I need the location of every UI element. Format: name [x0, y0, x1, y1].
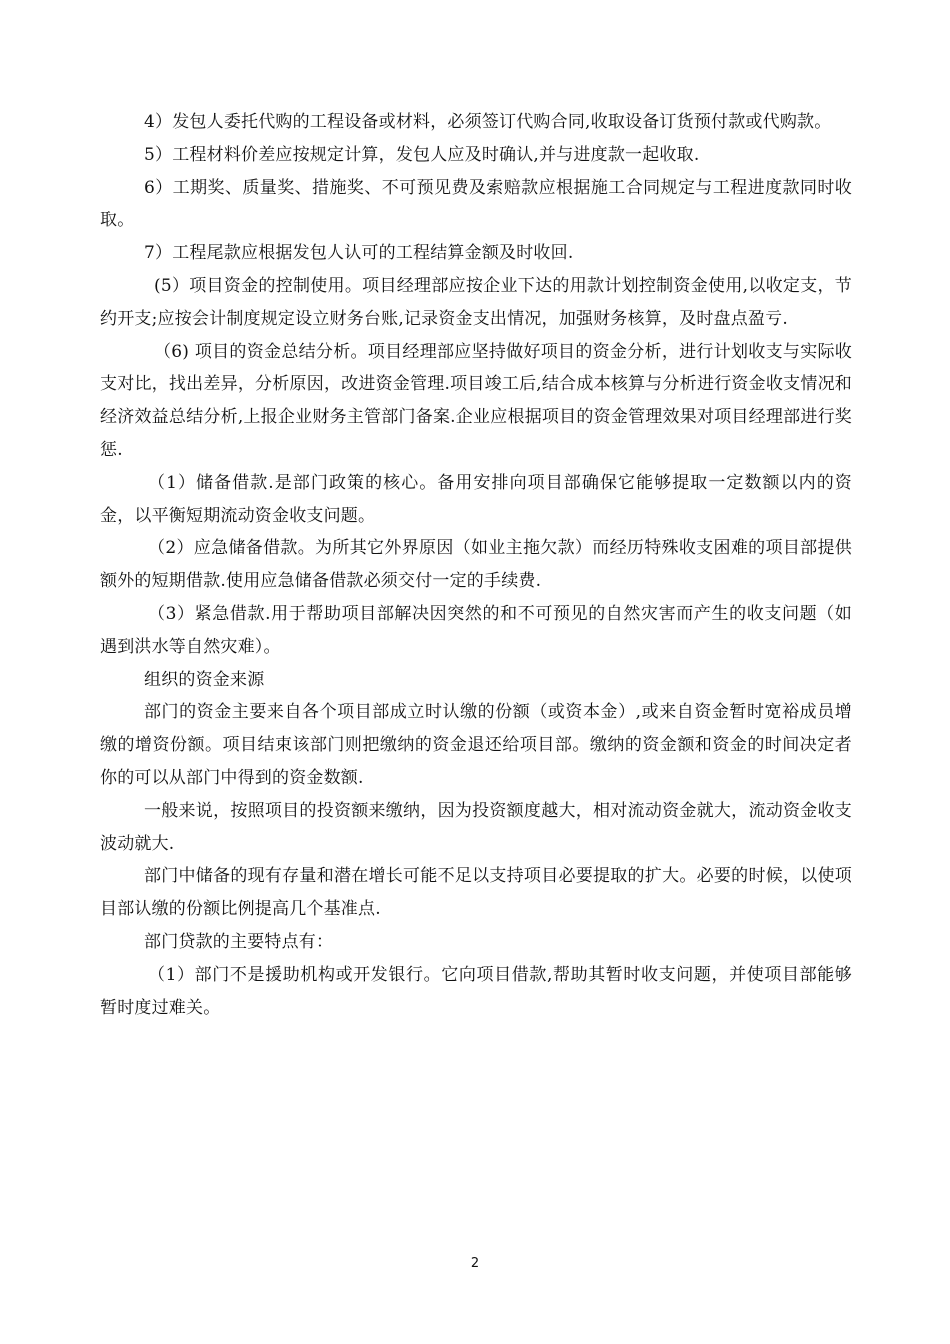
paragraph-fund-control: (5）项目资金的控制使用。项目经理部应按企业下达的用款计划控制资金使用,以收定支，节约开支;应按会计制度规定设立财务台账,记录资金支出情况，加强财务核算，及时盘点盈亏. [100, 275, 852, 329]
paragraph-emergency-reserve-loan: （2）应急储备借款。为所其它外界原因（如业主拖欠款）而经历特殊收支困难的项目部提供额外的短期借款.使用应急储备借款必须交付一定的手续费. [100, 538, 852, 592]
paragraph-loan-feature-1: （1）部门不是援助机构或开发银行。它向项目借款,帮助其暂时收支问题，并使项目部能够暂时度过难关。 [100, 964, 852, 1018]
page-number: 2 [470, 1256, 480, 1271]
document-body [100, 106, 852, 1024]
paragraph-fund-source: 部门的资金主要来自各个项目部成立时认缴的份额（或资本金）,或来自资金暂时宽裕成员增缴的增资份额。项目结束该部门则把缴纳的资金退还给项目部。缴纳的资金额和资金的时间决定者你的可以从部门中得到的资金数额. [100, 702, 852, 788]
paragraph-urgent-loan: （3）紧急借款.用于帮助项目部解决因突然的和不可预见的自然灾害而产生的收支问题（如遇到洪水等自然灾难）。 [100, 603, 852, 657]
paragraph-item-4: 4）发包人委托代购的工程设备或材料，必须签订代购合同,收取设备订货预付款或代购款。 [144, 112, 832, 132]
paragraph-item-5: 5）工程材料价差应按规定计算，发包人应及时确认,并与进度款一起收取. [144, 144, 700, 165]
paragraph-item-6: 6）工期奖、质量奖、措施奖、不可预见费及索赔款应根据施工合同规定与工程进度款同时收取。 [100, 177, 852, 231]
paragraph-fund-source-heading: 组织的资金来源 [144, 669, 265, 690]
paragraph-contribution-rule: 一般来说，按照项目的投资额来缴纳，因为投资额度越大，相对流动资金就大，流动资金收支波动就大. [100, 800, 852, 854]
paragraph-fund-analysis: （6) 项目的资金总结分析。项目经理部应坚持做好项目的资金分析，进行计划收支与实际收支对比，找出差异，分析原因，改进资金管理.项目竣工后,结合成本核算与分析进行资金收支情况和经济效益总结分析,上报企业财务主管部门备案.企业应根据项目的资金管理效果对项目经理部进行奖惩. [100, 341, 852, 460]
paragraph-reserve-stock: 部门中储备的现有存量和潜在增长可能不足以支持项目必要提取的扩大。必要的时候，以使项目部认缴的份额比例提高几个基准点. [100, 866, 852, 920]
paragraph-reserve-loan: （1）储备借款.是部门政策的核心。备用安排向项目部确保它能够提取一定数额以内的资金，以平衡短期流动资金收支问题。 [100, 472, 852, 526]
paragraph-loan-features-heading: 部门贷款的主要特点有： [144, 931, 334, 952]
paragraph-item-7: 7）工程尾款应根据发包人认可的工程结算金额及时收回. [144, 243, 574, 264]
